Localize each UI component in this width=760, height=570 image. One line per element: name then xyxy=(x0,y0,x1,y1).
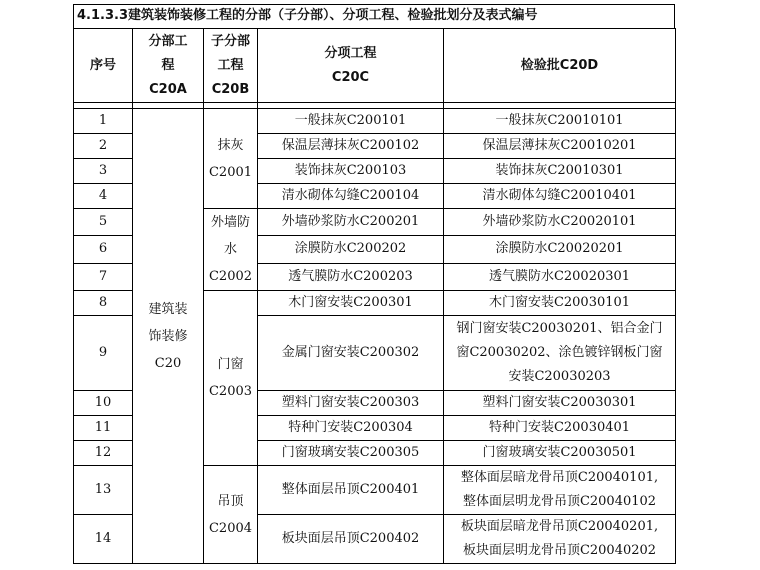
seq-cell: 9 xyxy=(74,316,133,391)
header-lot: 检验批C20D xyxy=(444,29,676,103)
subdivision-ceiling: 吊顶 C2004 xyxy=(204,466,258,564)
lot-cell: 门窗玻璃安装C20030501 xyxy=(444,441,676,466)
item-cell: 金属门窗安装C200302 xyxy=(258,316,444,391)
header-division: 分部工 程 C20A xyxy=(133,29,204,103)
seq-cell: 6 xyxy=(74,236,133,263)
item-cell: 门窗玻璃安装C200305 xyxy=(258,441,444,466)
lot-cell: 一般抹灰C20010101 xyxy=(444,109,676,134)
seq-cell: 4 xyxy=(74,184,133,209)
seq-cell: 11 xyxy=(74,416,133,441)
subdivision-plaster: 抹灰 C2001 xyxy=(204,109,258,209)
lot-cell: 整体面层暗龙骨吊顶C20040101, 整体面层明龙骨吊顶C20040102 xyxy=(444,466,676,515)
lot-cell: 板块面层暗龙骨吊顶C20040201, 板块面层明龙骨吊顶C20040202 xyxy=(444,515,676,564)
item-cell: 清水砌体勾缝C200104 xyxy=(258,184,444,209)
seq-cell: 8 xyxy=(74,291,133,316)
lot-cell: 塑料门窗安装C20030301 xyxy=(444,391,676,416)
item-cell: 外墙砂浆防水C200201 xyxy=(258,209,444,236)
seq-cell: 10 xyxy=(74,391,133,416)
lot-cell: 外墙砂浆防水C20020101 xyxy=(444,209,676,236)
item-cell: 板块面层吊顶C200402 xyxy=(258,515,444,564)
seq-cell: 5 xyxy=(74,209,133,236)
header-row xyxy=(74,29,676,103)
header-subdivision: 子分部 工程 C20B xyxy=(204,29,258,103)
seq-cell: 2 xyxy=(74,134,133,159)
header-seq: 序号 xyxy=(74,29,133,103)
document-page xyxy=(73,4,675,564)
seq-cell: 14 xyxy=(74,515,133,564)
item-cell: 透气膜防水C200203 xyxy=(258,263,444,290)
item-cell: 整体面层吊顶C200401 xyxy=(258,466,444,515)
seq-cell: 7 xyxy=(74,263,133,290)
lot-cell: 钢门窗安装C20030201、铝合金门 窗C20030202、涂色镀锌钢板门窗 安装C20030203 xyxy=(444,316,676,391)
division-cell: 建筑装 饰装修 C20 xyxy=(133,109,204,564)
division-table xyxy=(73,28,676,564)
lot-cell: 涂膜防水C20020201 xyxy=(444,236,676,263)
table-title: 4.1.3.3建筑装饰装修工程的分部（子分部）、分项工程、检验批划分及表式编号 xyxy=(73,4,675,28)
lot-cell: 木门窗安装C20030101 xyxy=(444,291,676,316)
seq-cell: 1 xyxy=(74,109,133,134)
item-cell: 涂膜防水C200202 xyxy=(258,236,444,263)
lot-cell: 清水砌体勾缝C20010401 xyxy=(444,184,676,209)
item-cell: 一般抹灰C200101 xyxy=(258,109,444,134)
subdivision-waterproof: 外墙防 水 C2002 xyxy=(204,209,258,291)
seq-cell: 12 xyxy=(74,441,133,466)
lot-cell: 透气膜防水C20020301 xyxy=(444,263,676,290)
item-cell: 塑料门窗安装C200303 xyxy=(258,391,444,416)
item-cell: 木门窗安装C200301 xyxy=(258,291,444,316)
item-cell: 装饰抹灰C200103 xyxy=(258,159,444,184)
subdivision-doors: 门窗 C2003 xyxy=(204,291,258,466)
item-cell: 特种门安装C200304 xyxy=(258,416,444,441)
lot-cell: 装饰抹灰C20010301 xyxy=(444,159,676,184)
seq-cell: 3 xyxy=(74,159,133,184)
table-row xyxy=(74,109,676,134)
item-cell: 保温层薄抹灰C200102 xyxy=(258,134,444,159)
lot-cell: 保温层薄抹灰C20010201 xyxy=(444,134,676,159)
header-item: 分项工程 C20C xyxy=(258,29,444,103)
lot-cell: 特种门安装C20030401 xyxy=(444,416,676,441)
seq-cell: 13 xyxy=(74,466,133,515)
